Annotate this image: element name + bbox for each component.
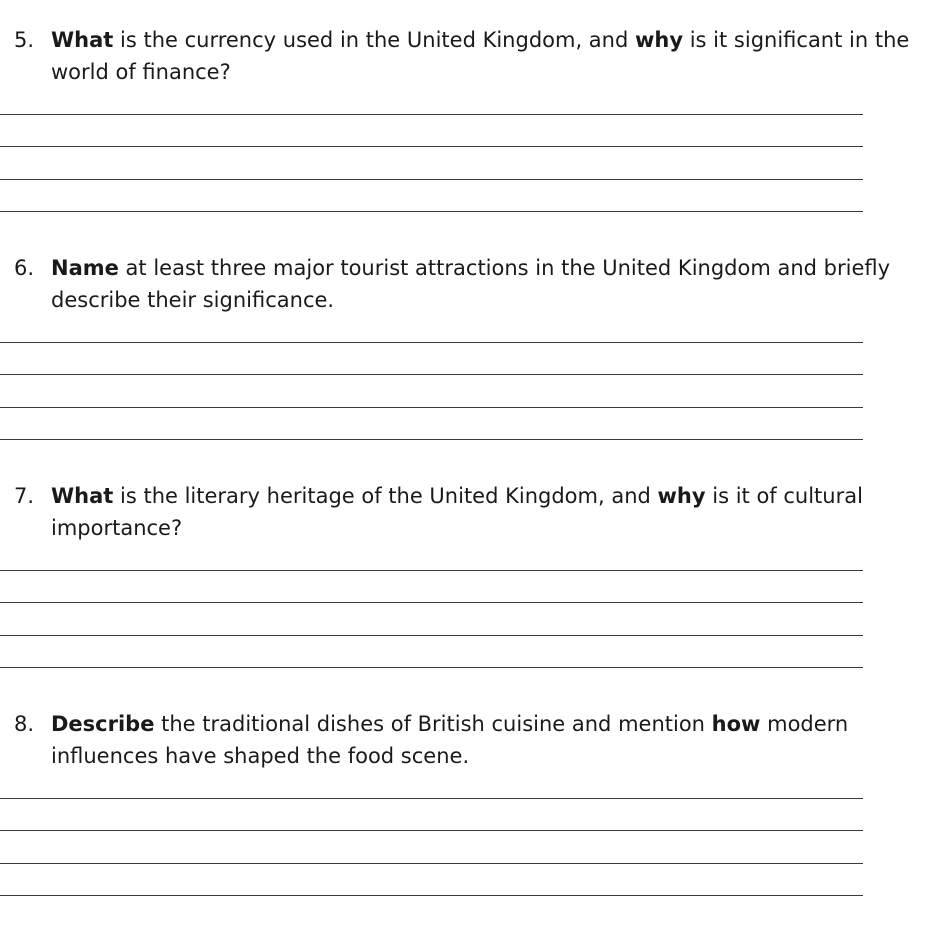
question-segment: is it of cultural importance?: [51, 484, 863, 540]
question-segment: modern influences have shaped the food scene.: [51, 712, 849, 768]
answer-line[interactable]: [0, 602, 863, 603]
question-keyword: how: [711, 712, 761, 736]
question-keyword: why: [635, 28, 684, 52]
answer-line[interactable]: [0, 374, 863, 375]
question-text: [14, 24, 914, 88]
question-keyword: What: [51, 28, 114, 52]
question-keyword: Describe: [51, 712, 155, 736]
answer-line[interactable]: [0, 863, 863, 864]
answer-line[interactable]: [0, 798, 863, 799]
question-segment: is it significant in the world of finance?: [51, 28, 910, 84]
answer-line[interactable]: [0, 570, 863, 571]
answer-line[interactable]: [0, 830, 863, 831]
question-keyword: why: [657, 484, 706, 508]
question-text: [14, 708, 914, 772]
question-body: [51, 24, 914, 88]
answer-line[interactable]: [0, 407, 863, 408]
question-segment: is the currency used in the United Kingdom, and: [113, 28, 635, 52]
answer-line[interactable]: [0, 114, 863, 115]
question-number: 6.: [14, 256, 35, 280]
question-body: [51, 708, 914, 772]
question-body: [51, 480, 914, 544]
answer-line[interactable]: [0, 635, 863, 636]
question-keyword: What: [51, 484, 114, 508]
question-body: [51, 252, 914, 316]
question-text: [14, 480, 914, 544]
question-text: [14, 252, 914, 316]
answer-line[interactable]: [0, 211, 863, 212]
answer-line[interactable]: [0, 342, 863, 343]
answer-line[interactable]: [0, 667, 863, 668]
question-number: 7.: [14, 484, 35, 508]
question-number: 5.: [14, 28, 35, 52]
question-keyword: Name: [51, 256, 119, 280]
answer-line[interactable]: [0, 895, 863, 896]
question-segment: is the literary heritage of the United Kingdom, and: [113, 484, 658, 508]
answer-line[interactable]: [0, 179, 863, 180]
question-number: 8.: [14, 712, 35, 736]
answer-line[interactable]: [0, 439, 863, 440]
question-segment: at least three major tourist attractions in the United Kingdom and briefly describe their significance.: [51, 256, 891, 312]
answer-line[interactable]: [0, 146, 863, 147]
question-segment: the traditional dishes of British cuisine and mention: [154, 712, 712, 736]
